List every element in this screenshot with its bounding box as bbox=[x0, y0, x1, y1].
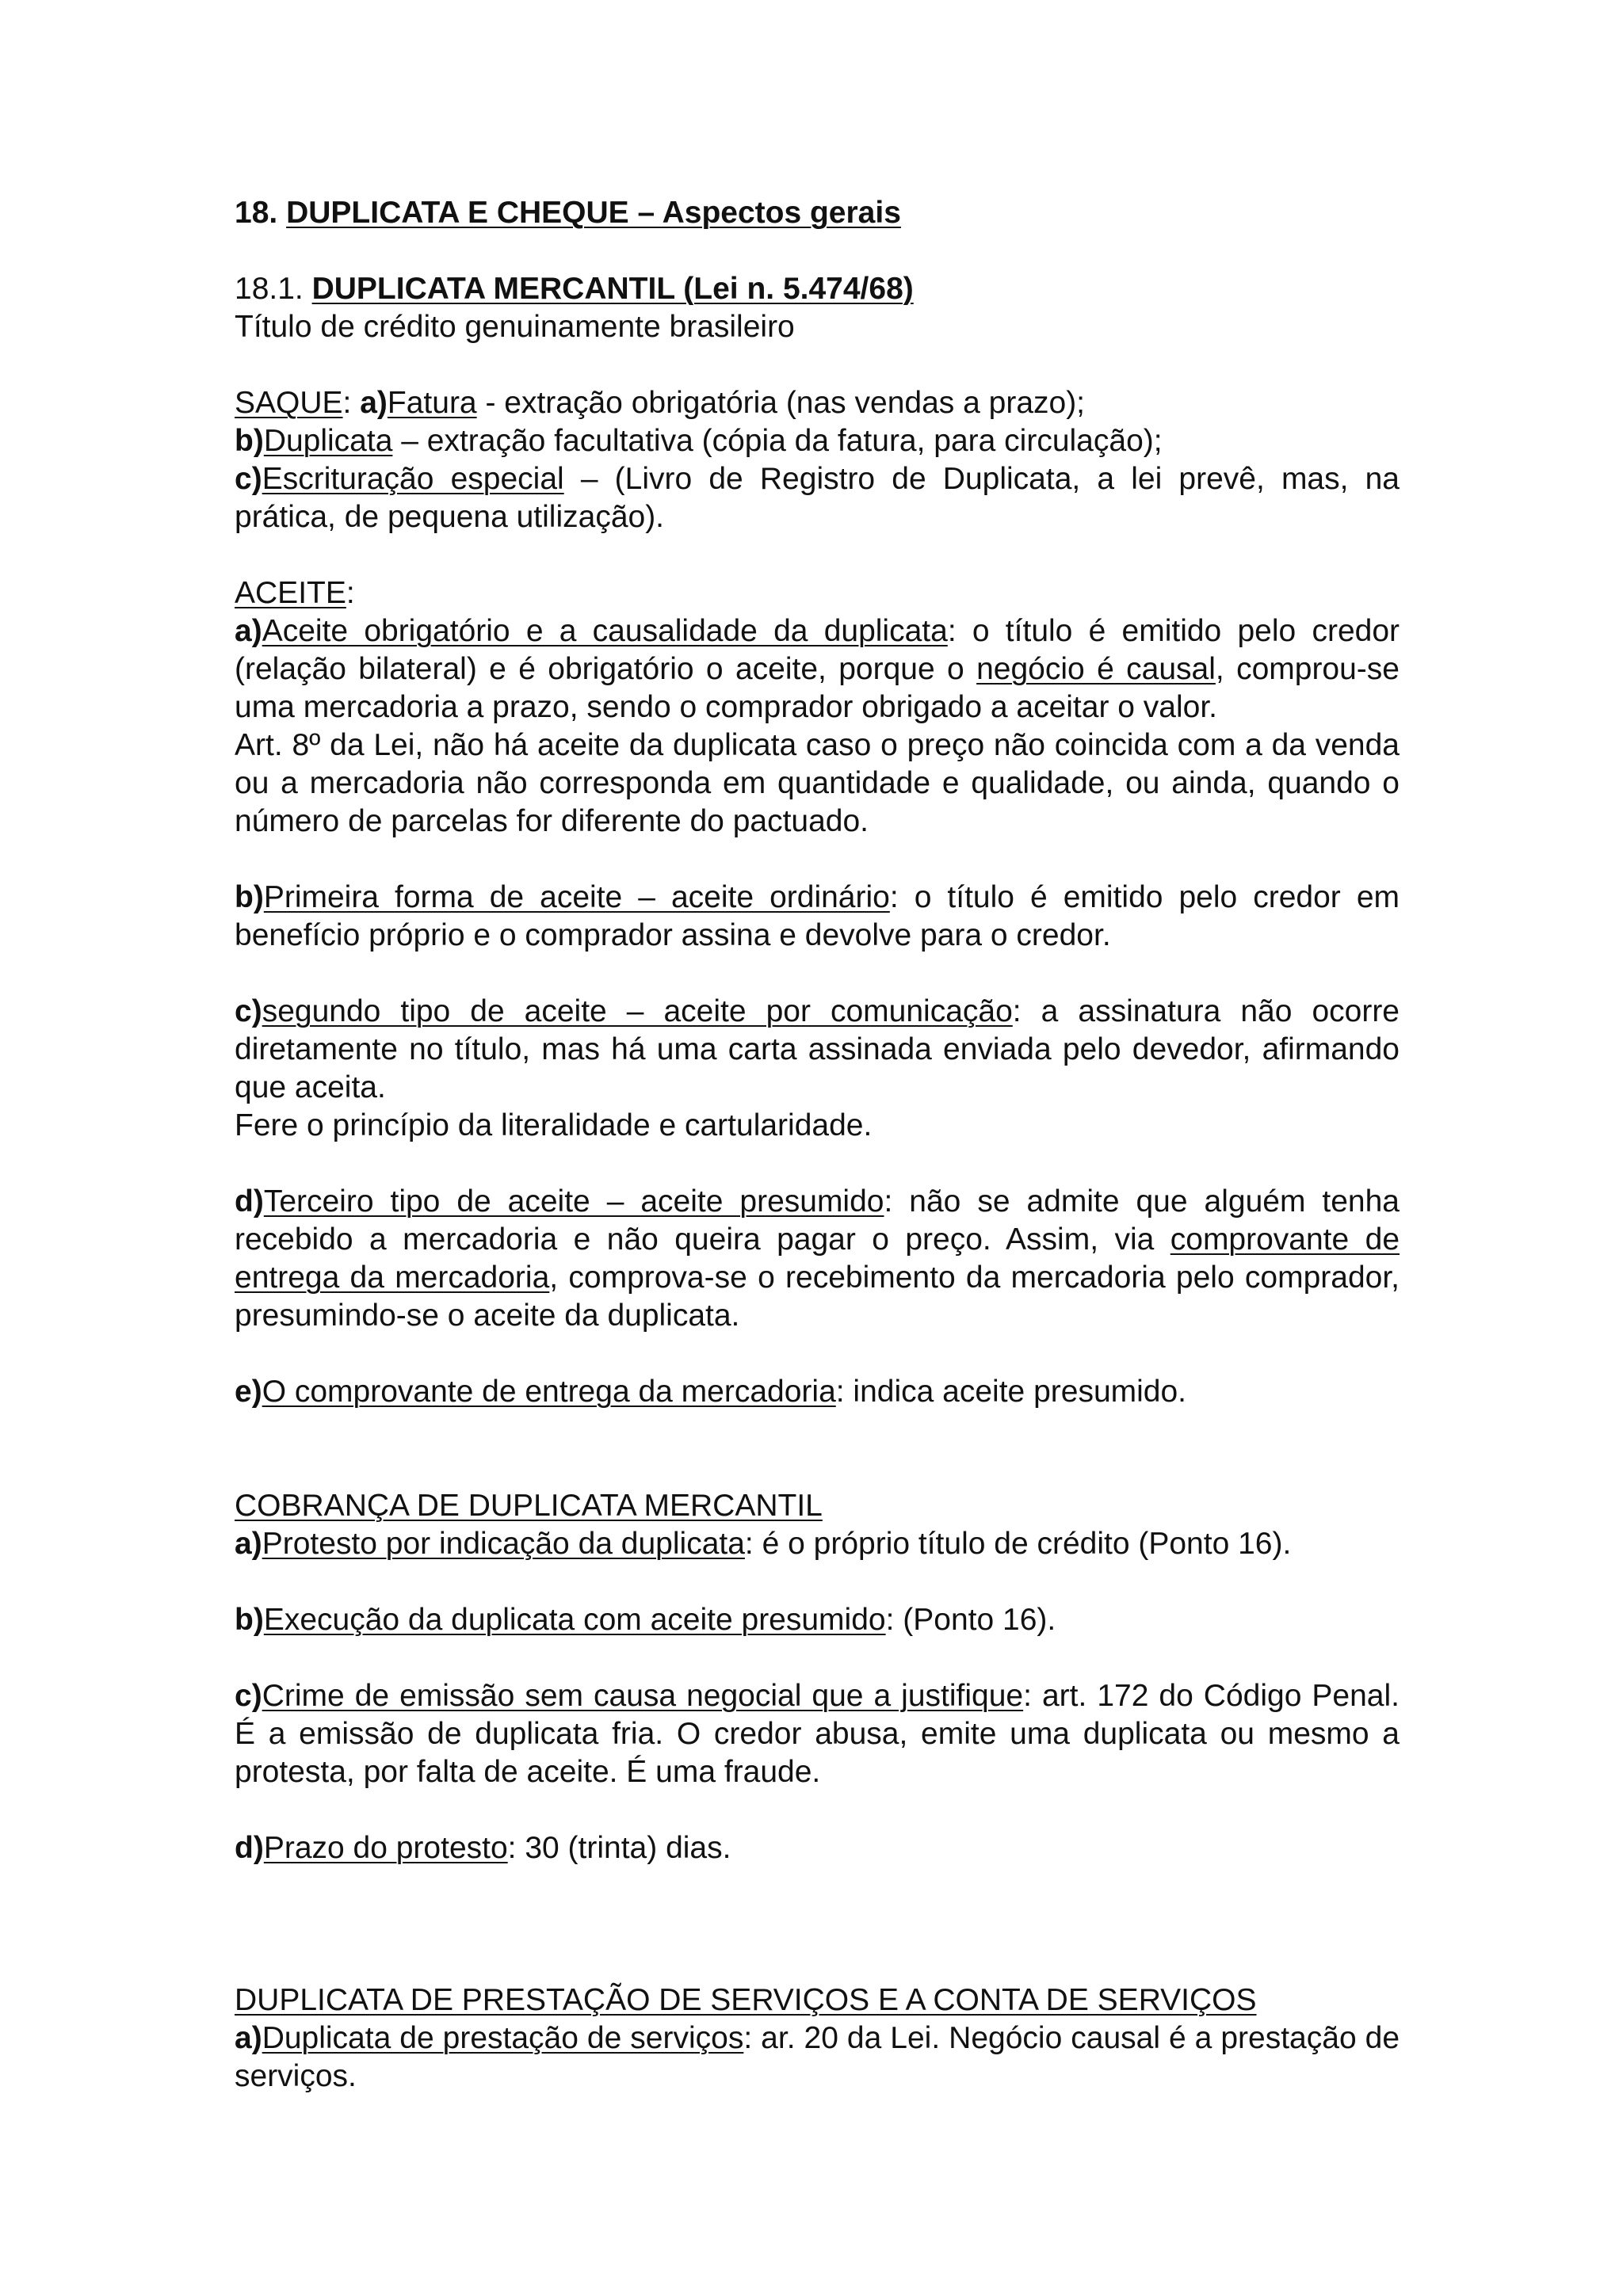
cobranca-item-b bbox=[235, 1601, 1400, 1639]
item-term: Duplicata de prestação de serviços bbox=[262, 2021, 744, 2055]
item-term: Terceiro tipo de aceite – aceite presumido bbox=[263, 1184, 884, 1219]
cobranca-item-c bbox=[235, 1677, 1400, 1791]
item-text: : 30 (trinta) dias. bbox=[507, 1831, 731, 1865]
item-marker: a) bbox=[360, 386, 388, 420]
section-number: 18.1. bbox=[235, 272, 304, 306]
spacer bbox=[235, 1335, 1400, 1373]
aceite-label: ACEITE bbox=[235, 576, 346, 610]
saque-item-a: SAQUE: a)Fatura - extração obrigatória (nas vendas a prazo); bbox=[235, 386, 1086, 420]
item-text: : o título é emitido pelo credor em benefício próprio e o comprador assina e devolve para o credor. bbox=[235, 880, 1400, 952]
spacer bbox=[235, 1639, 1400, 1677]
section-18-1-heading bbox=[235, 270, 1400, 308]
item-marker: d) bbox=[235, 1831, 264, 1865]
item-marker: a) bbox=[235, 2021, 262, 2055]
spacer bbox=[235, 232, 1400, 270]
item-text: : indica aceite presumido. bbox=[835, 1375, 1187, 1409]
heading-number: 18. bbox=[235, 196, 278, 230]
section-subtitle: Título de crédito genuinamente brasileiro bbox=[235, 310, 795, 344]
item-term: Escrituração especial bbox=[262, 462, 564, 496]
item-term: Aceite obrigatório e a causalidade da duplicata bbox=[262, 614, 948, 648]
item-marker: a) bbox=[235, 1527, 262, 1561]
aceite-item-c bbox=[235, 993, 1400, 1107]
aceite-item-e bbox=[235, 1373, 1400, 1411]
item-marker: d) bbox=[235, 1184, 264, 1219]
item-text: : o título é emitido pelo credor (relação bilateral) e é obrigatório o aceite, porque o bbox=[235, 614, 1400, 686]
spacer bbox=[235, 536, 1400, 574]
item-marker: c) bbox=[235, 1679, 262, 1713]
aceite-art8: Art. 8º da Lei, não há aceite da duplicata caso o preço não coincida com a da venda ou a mercadoria não corresponda em quantidade e qualidade, ou ainda, quando o número de parcelas for diferente do pactuado. bbox=[235, 728, 1400, 838]
aceite-item-c-note: Fere o princípio da literalidade e cartularidade. bbox=[235, 1108, 873, 1142]
section-title: DUPLICATA MERCANTIL (Lei n. 5.474/68) bbox=[311, 272, 914, 306]
item-text: - extração obrigatória (nas vendas a prazo); bbox=[476, 386, 1086, 420]
aceite-item-b bbox=[235, 879, 1400, 955]
saque-item-c bbox=[235, 460, 1400, 536]
item-text: : (Ponto 16). bbox=[885, 1603, 1056, 1637]
cobranca-item-d bbox=[235, 1829, 1400, 1867]
item-marker: b) bbox=[235, 880, 264, 914]
spacer bbox=[235, 346, 1400, 384]
spacer bbox=[235, 1867, 1400, 1981]
spacer bbox=[235, 841, 1400, 879]
item-marker: e) bbox=[235, 1375, 262, 1409]
item-term: Fatura bbox=[387, 386, 477, 420]
document-page bbox=[235, 194, 1400, 2096]
item-marker: b) bbox=[235, 424, 264, 458]
saque-label: SAQUE bbox=[235, 386, 343, 420]
servicos-item-a bbox=[235, 2019, 1400, 2096]
saque-item-b bbox=[235, 422, 1400, 460]
spacer bbox=[235, 1791, 1400, 1829]
spacer bbox=[235, 1411, 1400, 1487]
item-text: : é o próprio título de crédito (Ponto 16). bbox=[744, 1527, 1292, 1561]
item-marker: b) bbox=[235, 1603, 264, 1637]
cobranca-heading: COBRANÇA DE DUPLICATA MERCANTIL bbox=[235, 1489, 823, 1523]
item-term: Execução da duplicata com aceite presumido bbox=[263, 1603, 886, 1637]
item-term: Prazo do protesto bbox=[263, 1831, 508, 1865]
item-text: : ar. 20 da Lei. Negócio causal é a prestação de serviços. bbox=[235, 2021, 1400, 2093]
item-term: Primeira forma de aceite – aceite ordinário bbox=[263, 880, 890, 914]
item-term: Duplicata bbox=[263, 424, 393, 458]
item-term: segundo tipo de aceite – aceite por comunicação bbox=[262, 994, 1013, 1028]
servicos-heading: DUPLICATA DE PRESTAÇÃO DE SERVIÇOS E A CONTA DE SERVIÇOS bbox=[235, 1983, 1257, 2017]
item-marker: c) bbox=[235, 994, 262, 1028]
item-term: negócio é causal bbox=[976, 652, 1216, 686]
item-term: O comprovante de entrega da mercadoria bbox=[262, 1375, 836, 1409]
spacer bbox=[235, 955, 1400, 993]
aceite-heading: ACEITE: bbox=[235, 576, 355, 610]
item-term: Crime de emissão sem causa negocial que a justifique bbox=[262, 1679, 1024, 1713]
item-marker: c) bbox=[235, 462, 262, 496]
spacer bbox=[235, 1145, 1400, 1183]
item-text: : a assinatura não ocorre diretamente no título, mas há uma carta assinada enviada pelo devedor, afirmando que aceita. bbox=[235, 994, 1400, 1104]
item-text: , comprou-se uma mercadoria a prazo, sendo o comprador obrigado a aceitar o valor. bbox=[235, 652, 1400, 724]
item-text: , comprova-se o recebimento da mercadoria pelo comprador, presumindo-se o aceite da duplicata. bbox=[235, 1261, 1400, 1333]
main-heading bbox=[235, 194, 1400, 232]
item-text: – (Livro de Registro de Duplicata, a lei prevê, mas, na prática, de pequena utilização). bbox=[235, 462, 1400, 534]
cobranca-item-a bbox=[235, 1525, 1400, 1563]
item-text: – extração facultativa (cópia da fatura, para circulação); bbox=[392, 424, 1163, 458]
aceite-item-a bbox=[235, 612, 1400, 727]
heading-title: DUPLICATA E CHEQUE – Aspectos gerais bbox=[286, 196, 901, 230]
item-term: Protesto por indicação da duplicata bbox=[262, 1527, 745, 1561]
item-term: comprovante de entrega da mercadoria bbox=[235, 1222, 1400, 1295]
item-text: : não se admite que alguém tenha recebido a mercadoria e não queira pagar o preço. Assim, via bbox=[235, 1184, 1400, 1257]
item-text: : art. 172 do Código Penal. É a emissão de duplicata fria. O credor abusa, emite uma duplicata ou mesmo a protesta, por falta de aceite. É uma fraude. bbox=[235, 1679, 1400, 1789]
spacer bbox=[235, 1563, 1400, 1601]
item-marker: a) bbox=[235, 614, 262, 648]
aceite-item-d bbox=[235, 1183, 1400, 1335]
